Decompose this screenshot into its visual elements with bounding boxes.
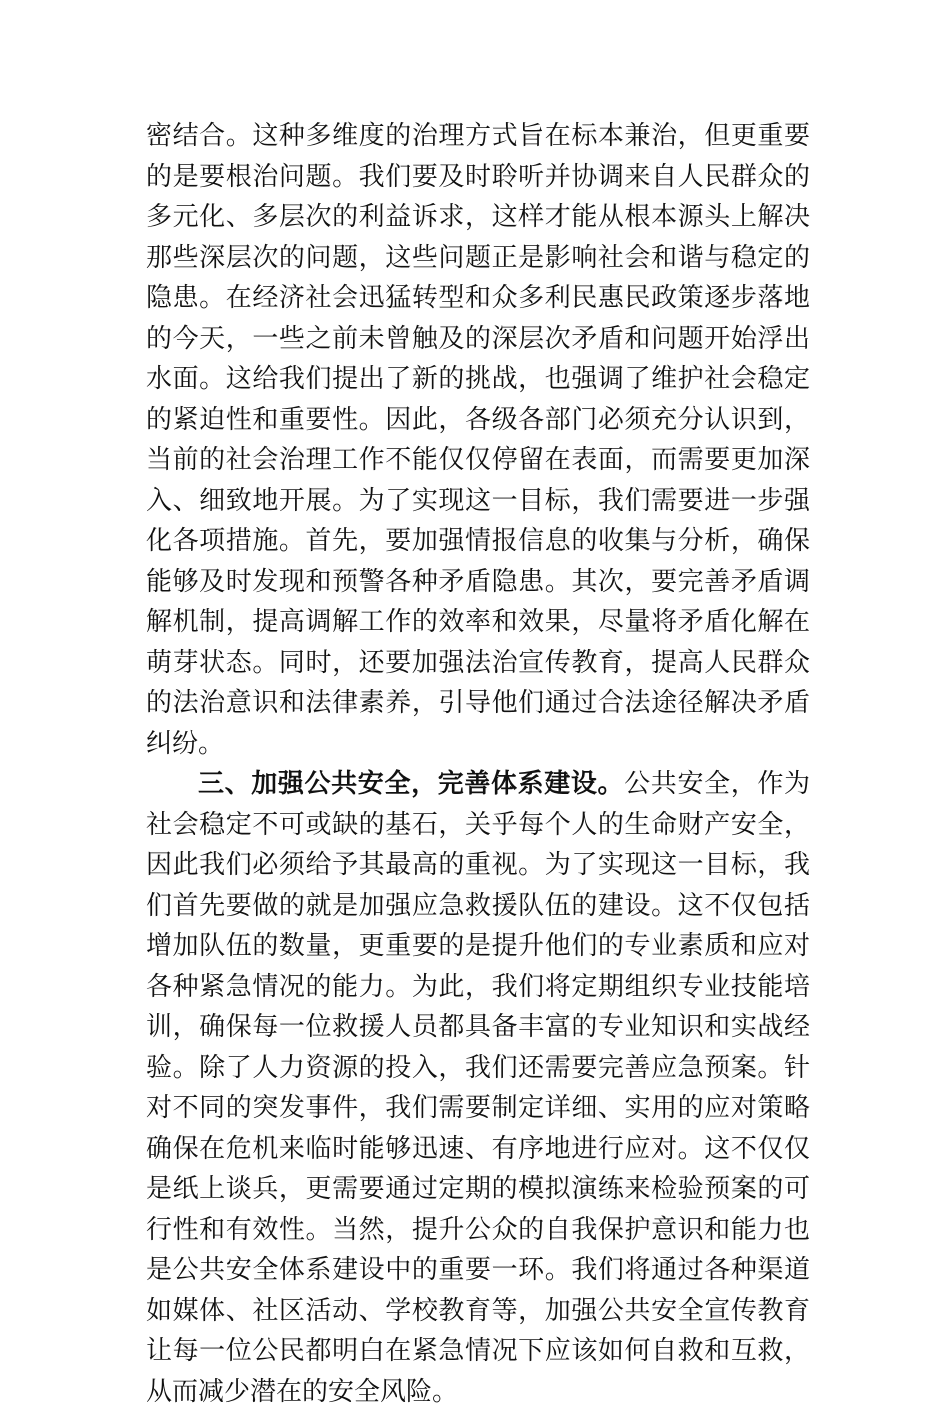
text-line: 各种紧急情况的能力。为此，我们将定期组织专业技能培 [146, 967, 810, 1008]
text-line: 化各项措施。首先，要加强情报信息的收集与分析，确保 [146, 521, 810, 562]
paragraph-2 [146, 764, 810, 1412]
text-line: 纠纷。 [146, 724, 810, 765]
text-line: 们首先要做的就是加强应急救援队伍的建设。这不仅包括 [146, 886, 810, 927]
text-line: 从而减少潜在的安全风险。 [146, 1372, 810, 1412]
text-line: 的紧迫性和重要性。因此，各级各部门必须充分认识到， [146, 400, 810, 441]
text-line: 的今天，一些之前未曾触及的深层次矛盾和问题开始浮出 [146, 319, 810, 360]
heading-line-rest: 公共安全，作为 [624, 769, 810, 799]
text-line: 是公共安全体系建设中的重要一环。我们将通过各种渠道 [146, 1250, 810, 1291]
text-line: 如媒体、社区活动、学校教育等，加强公共安全宣传教育 [146, 1291, 810, 1332]
text-line: 验。除了人力资源的投入，我们还需要完善应急预案。针 [146, 1048, 810, 1089]
text-line: 让每一位公民都明白在紧急情况下应该如何自救和互救， [146, 1331, 810, 1372]
text-line: 隐患。在经济社会迅猛转型和众多利民惠民政策逐步落地 [146, 278, 810, 319]
text-line: 密结合。这种多维度的治理方式旨在标本兼治，但更重要 [146, 116, 810, 157]
text-line: 因此我们必须给予其最高的重视。为了实现这一目标，我 [146, 845, 810, 886]
text-line: 解机制，提高调解工作的效率和效果，尽量将矛盾化解在 [146, 602, 810, 643]
text-line: 萌芽状态。同时，还要加强法治宣传教育，提高人民群众 [146, 643, 810, 684]
text-line: 社会稳定不可或缺的基石，关乎每个人的生命财产安全， [146, 805, 810, 846]
text-line: 的是要根治问题。我们要及时聆听并协调来自人民群众的 [146, 157, 810, 198]
text-line: 增加队伍的数量，更重要的是提升他们的专业素质和应对 [146, 926, 810, 967]
text-line: 入、细致地开展。为了实现这一目标，我们需要进一步强 [146, 481, 810, 522]
text-line: 的法治意识和法律素养，引导他们通过合法途径解决矛盾 [146, 683, 810, 724]
text-line: 那些深层次的问题，这些问题正是影响社会和谐与稳定的 [146, 238, 810, 279]
text-line: 训，确保每一位救援人员都具备丰富的专业知识和实战经 [146, 1007, 810, 1048]
heading-line [146, 764, 810, 805]
text-line: 行性和有效性。当然，提升公众的自我保护意识和能力也 [146, 1210, 810, 1251]
text-line: 确保在危机来临时能够迅速、有序地进行应对。这不仅仅 [146, 1129, 810, 1170]
section-heading: 三、加强公共安全，完善体系建设。 [198, 769, 624, 799]
text-line: 多元化、多层次的利益诉求，这样才能从根本源头上解决 [146, 197, 810, 238]
text-line: 能够及时发现和预警各种矛盾隐患。其次，要完善矛盾调 [146, 562, 810, 603]
text-line: 水面。这给我们提出了新的挑战，也强调了维护社会稳定 [146, 359, 810, 400]
document-page [146, 116, 810, 1412]
text-line: 对不同的突发事件，我们需要制定详细、实用的应对策略 [146, 1088, 810, 1129]
paragraph-1 [146, 116, 810, 764]
text-line: 当前的社会治理工作不能仅仅停留在表面，而需要更加深 [146, 440, 810, 481]
text-line: 是纸上谈兵，更需要通过定期的模拟演练来检验预案的可 [146, 1169, 810, 1210]
